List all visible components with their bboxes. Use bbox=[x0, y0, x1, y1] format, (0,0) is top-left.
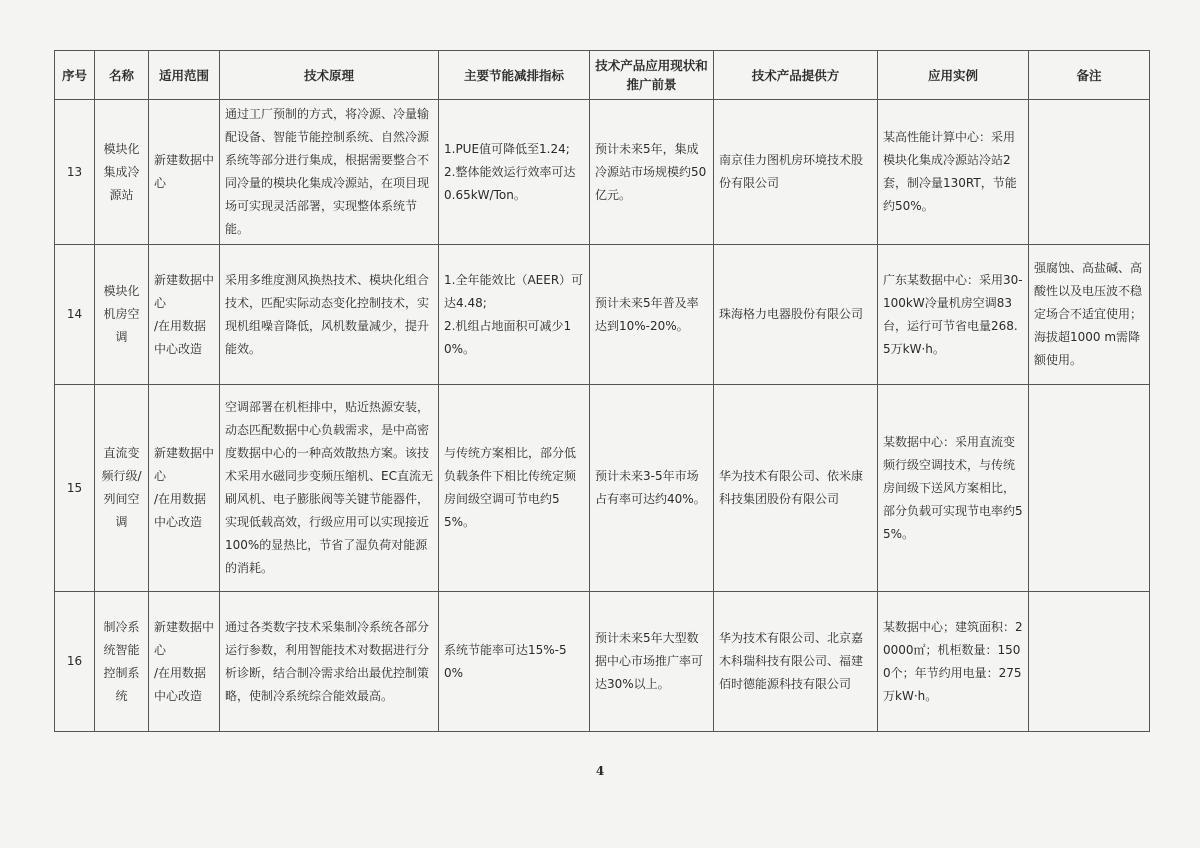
cell-provider: 南京佳力图机房环境技术股份有限公司 bbox=[714, 100, 878, 245]
cell-no: 16 bbox=[55, 592, 95, 732]
cell-provider: 珠海格力电器股份有限公司 bbox=[714, 245, 878, 385]
spec-table bbox=[54, 50, 1150, 732]
cell-status: 预计未来5年大型数据中心市场推广率可达30%以上。 bbox=[590, 592, 714, 732]
cell-remark: 强腐蚀、高盐碱、高酸性以及电压波不稳定场合不适宜使用；海拔超1000 m需降额使用。 bbox=[1029, 245, 1150, 385]
cell-name: 模块化机房空调 bbox=[95, 245, 149, 385]
header-cell: 名称 bbox=[95, 51, 149, 100]
header-cell: 序号 bbox=[55, 51, 95, 100]
cell-remark bbox=[1029, 592, 1150, 732]
header-cell: 技术原理 bbox=[220, 51, 439, 100]
cell-indicator: 系统节能率可达15%-50% bbox=[439, 592, 590, 732]
cell-principle: 采用多维度测风换热技术、模块化组合技术，匹配实际动态变化控制技术，实现机组噪音降低，风机数量减少，提升能效。 bbox=[220, 245, 439, 385]
cell-no: 14 bbox=[55, 245, 95, 385]
cell-name: 直流变频行级/列间空调 bbox=[95, 385, 149, 592]
header-cell: 备注 bbox=[1029, 51, 1150, 100]
cell-example: 某数据中心：采用直流变频行级空调技术，与传统房间级下送风方案相比，部分负载可实现节电率约55%。 bbox=[878, 385, 1029, 592]
cell-name: 模块化集成冷源站 bbox=[95, 100, 149, 245]
cell-no: 13 bbox=[55, 100, 95, 245]
table-header-row bbox=[55, 51, 1150, 100]
cell-indicator: 1.全年能效比（AEER）可达4.48; 2.机组占地面积可减少10%。 bbox=[439, 245, 590, 385]
cell-provider: 华为技术有限公司、北京嘉木科瑞科技有限公司、福建佰时德能源科技有限公司 bbox=[714, 592, 878, 732]
cell-principle: 通过各类数字技术采集制冷系统各部分运行参数，利用智能技术对数据进行分析诊断，结合制冷需求给出最优控制策略，使制冷系统综合能效最高。 bbox=[220, 592, 439, 732]
cell-indicator: 1.PUE值可降低至1.24; 2.整体能效运行效率可达0.65kW/Ton。 bbox=[439, 100, 590, 245]
cell-provider: 华为技术有限公司、依米康科技集团股份有限公司 bbox=[714, 385, 878, 592]
cell-no: 15 bbox=[55, 385, 95, 592]
page-number: 4 bbox=[595, 764, 605, 778]
cell-status: 预计未来5年普及率达到10%-20%。 bbox=[590, 245, 714, 385]
table-row bbox=[55, 100, 1150, 245]
header-cell: 技术产品提供方 bbox=[714, 51, 878, 100]
header-cell: 技术产品应用现状和推广前景 bbox=[590, 51, 714, 100]
table-row bbox=[55, 592, 1150, 732]
cell-scope: 新建数据中心 /在用数据中心改造 bbox=[149, 385, 220, 592]
cell-example: 广东某数据中心：采用30-100kW冷量机房空调83台，运行可节省电量268.5万kW·h。 bbox=[878, 245, 1029, 385]
cell-name: 制冷系统智能控制系统 bbox=[95, 592, 149, 732]
header-cell: 应用实例 bbox=[878, 51, 1029, 100]
header-cell: 适用范围 bbox=[149, 51, 220, 100]
cell-principle: 空调部署在机柜排中，贴近热源安装，动态匹配数据中心负载需求，是中高密度数据中心的一种高效散热方案。该技术采用水磁同步变频压缩机、EC直流无刷风机、电子膨胀阀等关键节能器件，实现低载高效，行级应用可以实现接近100%的显热比，节省了湿负荷对能源的消耗。 bbox=[220, 385, 439, 592]
cell-remark bbox=[1029, 100, 1150, 245]
cell-scope: 新建数据中心 /在用数据中心改造 bbox=[149, 592, 220, 732]
table-row bbox=[55, 245, 1150, 385]
cell-indicator: 与传统方案相比，部分低负载条件下相比传统定频房间级空调可节电约55%。 bbox=[439, 385, 590, 592]
cell-principle: 通过工厂预制的方式，将冷源、冷量输配设备、智能节能控制系统、自然冷源系统等部分进行集成，根据需要整合不同冷量的模块化集成冷源站，在项目现场可实现灵活部署，实现整体系统节能。 bbox=[220, 100, 439, 245]
cell-status: 预计未来3-5年市场占有率可达约40%。 bbox=[590, 385, 714, 592]
cell-status: 预计未来5年，集成冷源站市场规模约50亿元。 bbox=[590, 100, 714, 245]
table-row bbox=[55, 385, 1150, 592]
cell-example: 某高性能计算中心：采用模块化集成冷源站冷站2套，制冷量130RT，节能约50%。 bbox=[878, 100, 1029, 245]
cell-remark bbox=[1029, 385, 1150, 592]
cell-example: 某数据中心；建筑面积：20000㎡；机柜数量：1500个；年节约用电量：275万kW·h。 bbox=[878, 592, 1029, 732]
cell-scope: 新建数据中心 /在用数据中心改造 bbox=[149, 245, 220, 385]
cell-scope: 新建数据中心 bbox=[149, 100, 220, 245]
header-cell: 主要节能减排指标 bbox=[439, 51, 590, 100]
